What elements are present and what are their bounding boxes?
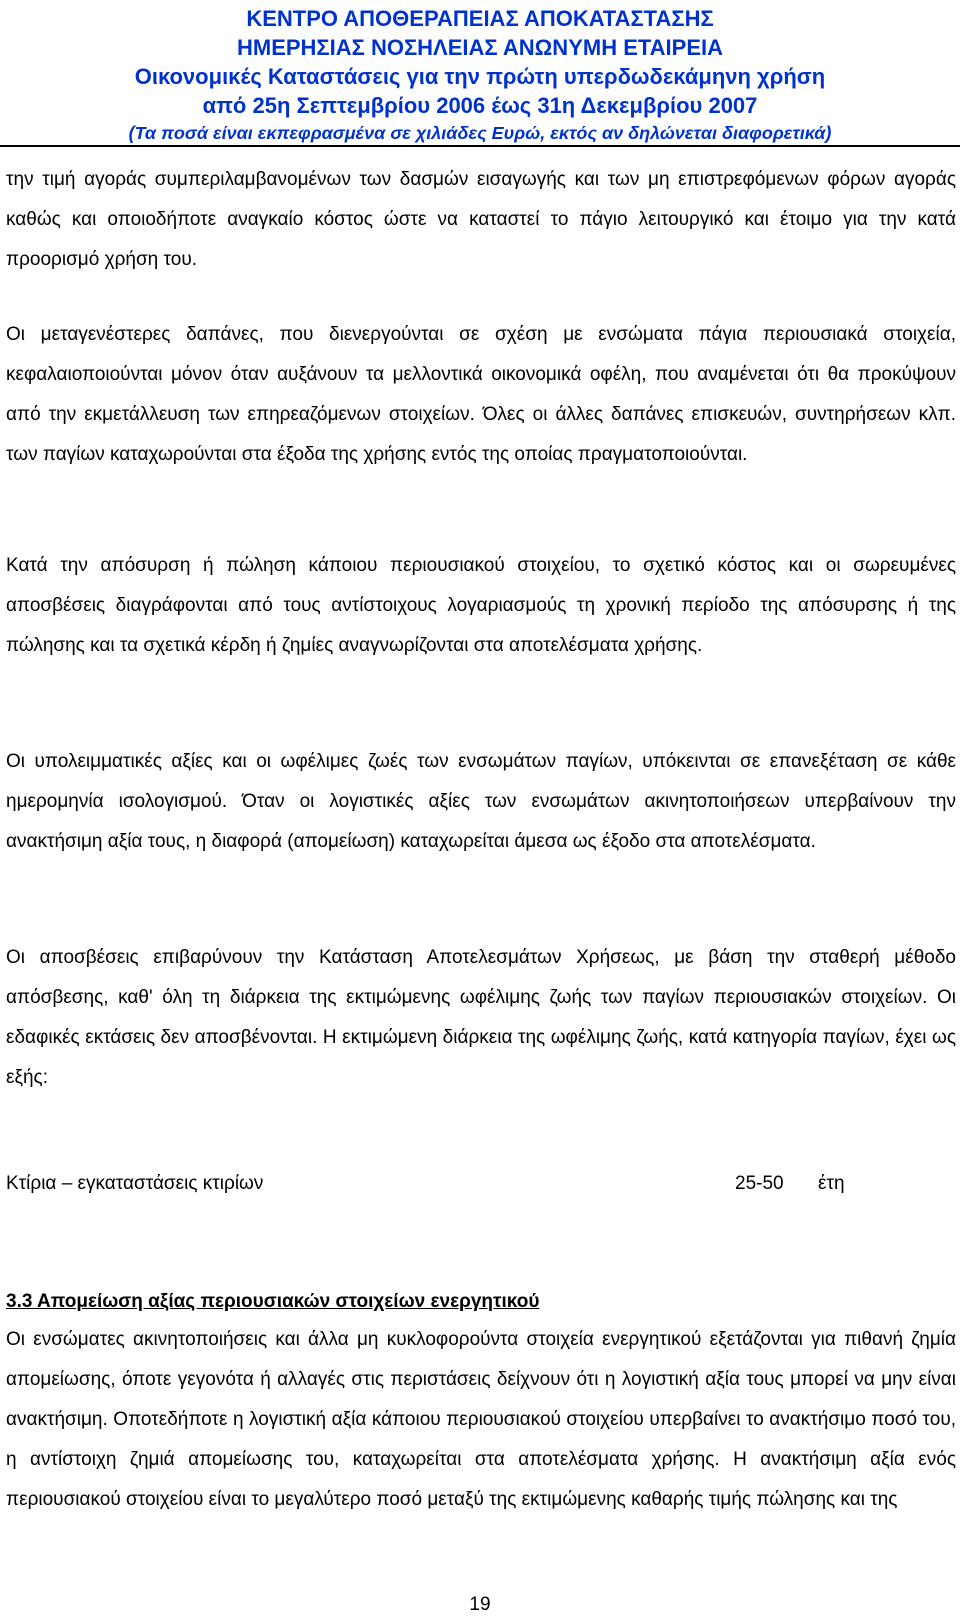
header-company-type: ΗΜΕΡΗΣΙΑΣ ΝΟΣΗΛΕΙΑΣ ΑΝΩΝΥΜΗ ΕΤΑΙΡΕΙΑ [236,35,724,60]
paragraph-disposal: Κατά την απόσυρση ή πώληση κάποιου περιουσιακού στοιχείου, το σχετικό κόστος και οι σωρευμένες αποσβέσεις διαγράφονται από τους αντίστοιχους λογαριασμούς τη χρονική περίοδο της απόσυρσης ή της πώλησης και τα σχετικά κέρδη ή ζημίες αναγνωρίζονται στα αποτελέσματα χρήσης. [6,555,956,656]
page-number: 19 [469,1594,491,1615]
useful-life-years-range: 25-50 [735,1173,784,1194]
paragraph-residual-values: Οι υπολειμματικές αξίες και οι ωφέλιμες ζωές των ενσωμάτων παγίων, υπόκεινται σε επανεξέταση σε κάθε ημερομηνία ισολογισμού. Όταν οι λογιστικές αξίες των ενσωμάτων ακινητοποιήσεων υπερβαίνουν την ανακτήσιμη αξία τους, η διαφορά (απομείωση) καταχωρείται άμεσα ως έξοδο στα αποτελέσματα. [6,751,956,852]
header-report-period: από 25η Σεπτεμβρίου 2006 έως 31η Δεκεμβρίου 2007 [202,93,758,118]
paragraph-depreciation: Οι αποσβέσεις επιβαρύνουν την Κατάσταση Αποτελεσμάτων Χρήσεως, με βάση την σταθερή μέθοδο απόσβεσης, καθ' όλη τη διάρκεια της εκτιμώμενης ωφέλιμης ζωής των παγίων περιουσιακών στοιχείων. Οι εδαφικές εκτάσεις δεν αποσβένονται. Η εκτιμώμενη διάρκεια της ωφέλιμης ζωής, κατά κατηγορία παγίων, έχει ως εξής: [6,947,956,1088]
header-currency-note: (Τα ποσά είναι εκπεφρασμένα σε χιλιάδες Ευρώ, εκτός αν δηλώνεται διαφορετικά) [128,123,832,143]
useful-life-unit: έτη [818,1173,845,1194]
header-company-name: ΚΕΝΤΡΟ ΑΠΟΘΕΡΑΠΕΙΑΣ ΑΠΟΚΑΤΑΣΤΑΣΗΣ [246,6,714,31]
header-divider [0,145,960,147]
header-report-title: Οικονομικές Καταστάσεις για την πρώτη υπερδωδεκάμηνη χρήση [134,64,826,89]
paragraph-acquisition-cost: την τιμή αγοράς συμπεριλαμβανομένων των δασμών εισαγωγής και των μη επιστρεφόμενων φόρων αγοράς καθώς και οποιοδήποτε αναγκαίο κόστος ώστε να καταστεί το πάγιο λειτουργικό και έτοιμο για την κατά προορισμό χρήση του. [6,169,956,270]
useful-life-category: Κτίρια – εγκαταστάσεις κτιρίων [6,1173,264,1194]
paragraph-impairment: Οι ενσώματες ακινητοποιήσεις και άλλα μη κυκλοφορούντα στοιχεία ενεργητικού εξετάζονται για πιθανή ζημία απομείωσης, όποτε γεγονότα ή αλλαγές στις περιστάσεις δείχνουν ότι η λογιστική αξία τους μπορεί να μην είναι ανακτήσιμη. Οποτεδήποτε η λογιστική αξία κάποιου περιουσιακού στοιχείου υπερβαίνει το ανακτήσιμο ποσό του, η αντίστοιχη ζημιά απομείωσης του, καταχωρείται στα αποτελέσματα χρήσης. Η ανακτήσιμη αξία ενός περιουσιακού στοιχείου είναι το μεγαλύτερο ποσό μεταξύ της εκτιμώμενης καθαρής τιμής πώλησης και της [6,1329,956,1510]
useful-life-row [6,1164,956,1204]
paragraph-subsequent-expenditure: Οι μεταγενέστερες δαπάνες, που διενεργούνται σε σχέση με ενσώματα πάγια περιουσιακά στοιχεία, κεφαλαιοποιούνται μόνον όταν αυξάνουν τα μελλοντικά οικονομικά οφέλη, που αναμένεται ότι θα προκύψουν από την εκμετάλλευση των επηρεαζόμενων στοιχείων. Όλες οι άλλες δαπάνες επισκευών, συντηρήσεων κλπ. των παγίων καταχωρούνται στα έξοδα της χρήσης εντός της οποίας πραγματοποιούνται. [6,324,956,465]
section-heading-impairment: 3.3 Απομείωση αξίας περιουσιακών στοιχείων ενεργητικού [6,1291,540,1312]
document-header [0,4,960,146]
